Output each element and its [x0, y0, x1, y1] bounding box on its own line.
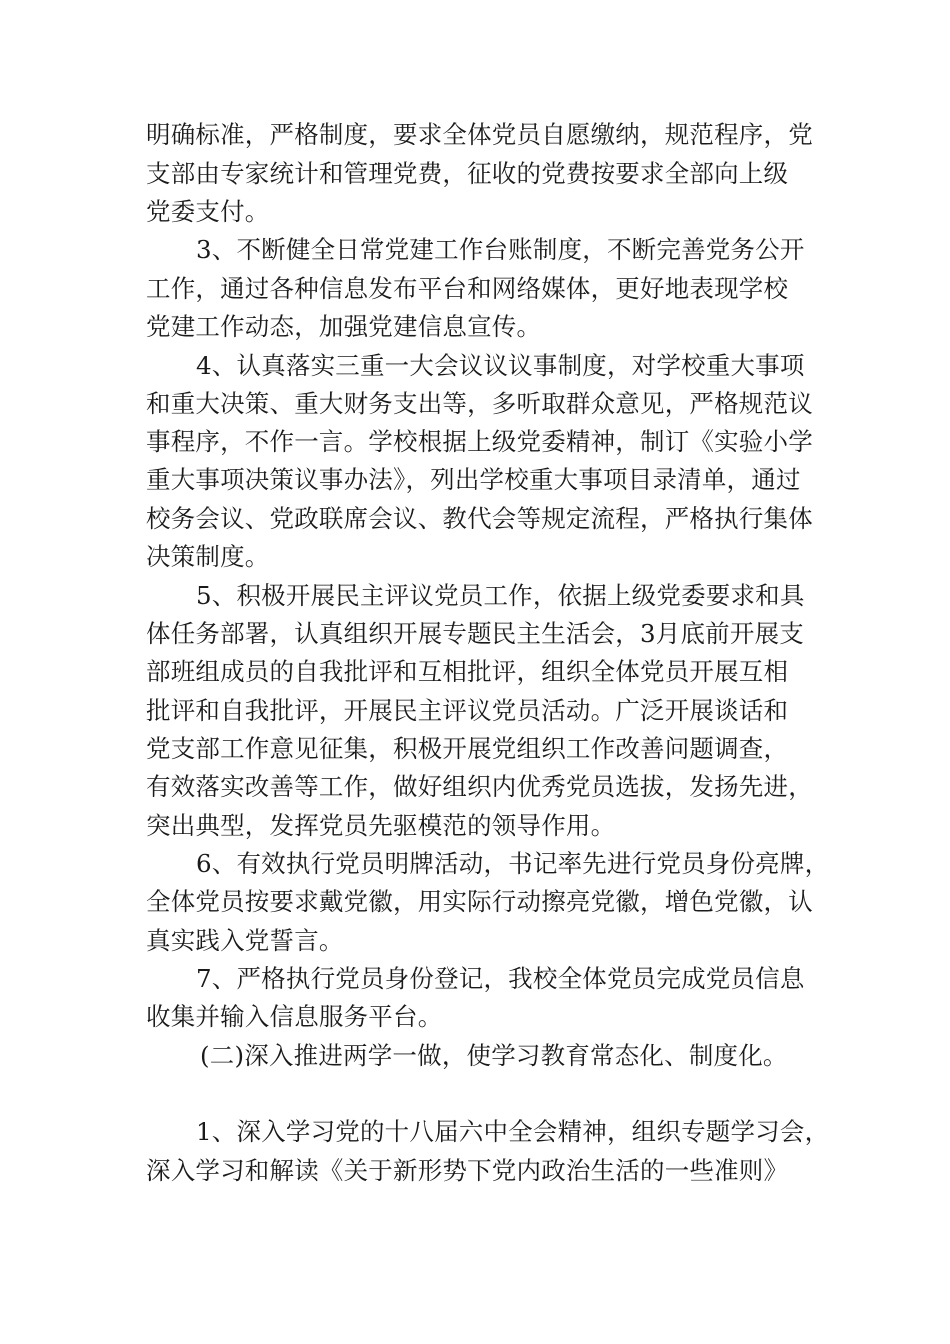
- text-line-11: 校务会议、党政联席会议、教代会等规定流程，严格执行集体: [146, 504, 813, 533]
- text-line-27: 深入学习和解读《关于新形势下党内政治生活的一些准则》: [146, 1156, 789, 1185]
- section-heading: (二)深入推进两学一做，使学习教育常态化、制度化。: [200, 1041, 788, 1070]
- text-line-13: 5、积极开展民主评议党员工作，依据上级党委要求和具: [196, 581, 805, 610]
- text-line-12: 决策制度。: [146, 542, 270, 571]
- text-line-15: 部班组成员的自我批评和互相批评，组织全体党员开展互相: [146, 657, 789, 686]
- text-line-1: 明确标准，严格制度，要求全体党员自愿缴纳，规范程序，党: [146, 120, 813, 149]
- text-line-6: 党建工作动态，加强党建信息宣传。: [146, 312, 542, 341]
- text-line-17: 党支部工作意见征集，积极开展党组织工作改善问题调查，: [146, 734, 789, 763]
- text-line-21: 全体党员按要求戴党徽，用实际行动擦亮党徽，增色党徽，认: [146, 887, 813, 916]
- text-line-22: 真实践入党誓言。: [146, 926, 344, 955]
- text-line-26: 1、深入学习党的十八届六中全会精神，组织专题学习会，: [196, 1117, 830, 1146]
- text-line-16: 批评和自我批评，开展民主评议党员活动。广泛开展谈话和: [146, 696, 789, 725]
- text-line-14: 体任务部署，认真组织开展专题民主生活会，3月底前开展支: [146, 619, 804, 648]
- text-line-8: 和重大决策、重大财务支出等，多听取群众意见，严格规范议: [146, 389, 813, 418]
- text-line-2: 支部由专家统计和管理党费，征收的党费按要求全部向上级: [146, 159, 789, 188]
- text-line-7: 4、认真落实三重一大会议议议事制度，对学校重大事项: [196, 351, 805, 380]
- text-line-23: 7、严格执行党员身份登记，我校全体党员完成党员信息: [196, 964, 805, 993]
- text-line-10: 重大事项决策议事办法》，列出学校重大事项目录清单，通过: [146, 465, 801, 494]
- text-line-4: 3、不断健全日常党建工作台账制度，不断完善党务公开: [196, 235, 805, 264]
- text-line-20: 6、有效执行党员明牌活动，书记率先进行党员身份亮牌，: [196, 849, 830, 878]
- text-line-5: 工作，通过各种信息发布平台和网络媒体，更好地表现学校: [146, 274, 789, 303]
- text-line-18: 有效落实改善等工作，做好组织内优秀党员选拔，发扬先进，: [146, 772, 813, 801]
- text-line-24: 收集并输入信息服务平台。: [146, 1002, 443, 1031]
- text-line-9: 事程序，不作一言。学校根据上级党委精神，制订《实验小学: [146, 427, 813, 456]
- text-line-19: 突出典型，发挥党员先驱模范的领导作用。: [146, 811, 616, 840]
- text-line-3: 党委支付。: [146, 197, 270, 226]
